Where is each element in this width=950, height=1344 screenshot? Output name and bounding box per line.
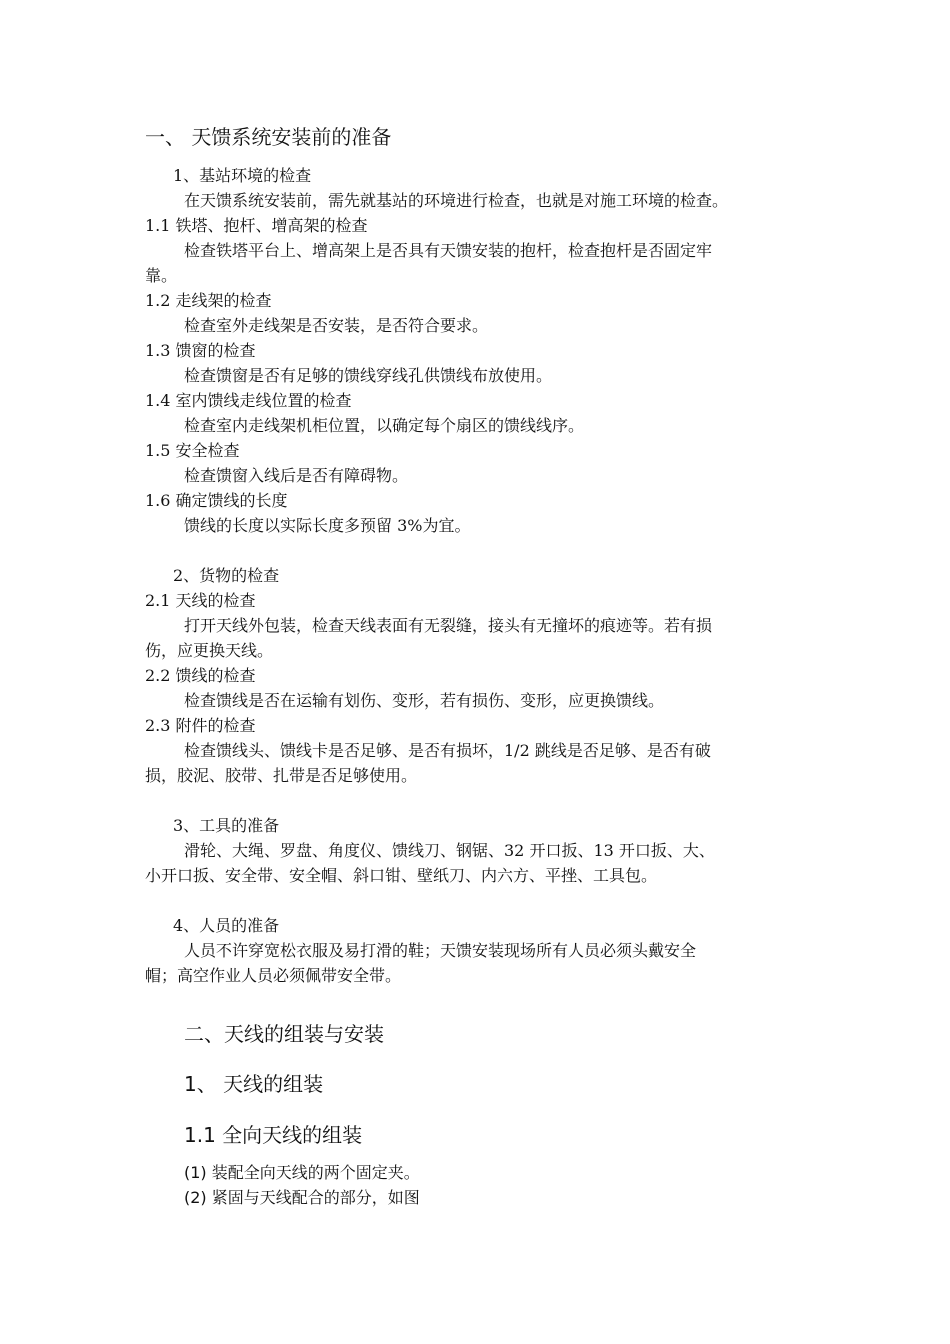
section2-title: 二、天线的组装与安装 [184,1022,384,1046]
item-1-2-heading: 1.2 走线架的检查 [145,291,272,310]
item-1-3-body: 检查馈窗是否有足够的馈线穿线孔供馈线布放使用。 [184,366,553,385]
sub2-heading: 2、货物的检查 [173,566,280,585]
section2-sub1-title: 1、 天线的组装 [184,1072,324,1096]
item-1-6-body: 馈线的长度以实际长度多预留 3%为宜。 [184,516,471,535]
item-1-5-heading: 1.5 安全检查 [145,441,240,460]
sub4-heading: 4、人员的准备 [173,916,280,935]
sub4-body-line2: 帽；高空作业人员必须佩带安全带。 [145,966,402,985]
item-2-1-body-line2: 伤，应更换天线。 [145,641,274,660]
step-1: (1) 装配全向天线的两个固定夹。 [184,1163,420,1182]
item-1-6-heading: 1.6 确定馈线的长度 [145,491,288,510]
item-2-1-heading: 2.1 天线的检查 [145,591,256,610]
item-1-4-heading: 1.4 室内馈线走线位置的检查 [145,391,352,410]
section1-title: 一、 天馈系统安装前的准备 [145,125,392,149]
item-1-4-body: 检查室内走线架机柜位置，以确定每个扇区的馈线线序。 [184,416,585,435]
item-1-1-body-line1: 检查铁塔平台上、增高架上是否具有天馈安装的抱杆，检查抱杆是否固定牢 [184,241,713,260]
item-2-2-body: 检查馈线是否在运输有划伤、变形，若有损伤、变形，应更换馈线。 [184,691,665,710]
sub1-heading: 1、基站环境的检查 [173,166,312,185]
item-2-3-body-line1: 检查馈线头、馈线卡是否足够、是否有损坏，1/2 跳线是否足够、是否有破 [184,741,711,760]
item-2-1-body-line1: 打开天线外包装，检查天线表面有无裂缝，接头有无撞坏的痕迹等。若有损 [184,616,713,635]
item-1-1-body-line2: 靠。 [145,266,178,285]
section2-sub1-1-title: 1.1 全向天线的组装 [184,1123,363,1147]
step-2: (2) 紧固与天线配合的部分，如图 [184,1188,420,1207]
item-2-2-heading: 2.2 馈线的检查 [145,666,256,685]
sub3-heading: 3、工具的准备 [173,816,280,835]
item-1-1-heading: 1.1 铁塔、抱杆、增高架的检查 [145,216,368,235]
sub1-intro: 在天馈系统安装前，需先就基站的环境进行检查，也就是对施工环境的检查。 [184,191,729,210]
item-1-3-heading: 1.3 馈窗的检查 [145,341,256,360]
item-2-3-heading: 2.3 附件的检查 [145,716,256,735]
item-1-5-body: 检查馈窗入线后是否有障碍物。 [184,466,409,485]
item-2-3-body-line2: 损，胶泥、胶带、扎带是否足够使用。 [145,766,418,785]
item-1-2-body: 检查室外走线架是否安装，是否符合要求。 [184,316,489,335]
sub3-body-line1: 滑轮、大绳、罗盘、角度仪、馈线刀、钢锯、32 开口扳、13 开口扳、大、 [184,841,715,860]
sub4-body-line1: 人员不许穿宽松衣服及易打滑的鞋；天馈安装现场所有人员必须头戴安全 [184,941,697,960]
sub3-body-line2: 小开口扳、安全带、安全帽、斜口钳、壁纸刀、内六方、平挫、工具包。 [145,866,658,885]
